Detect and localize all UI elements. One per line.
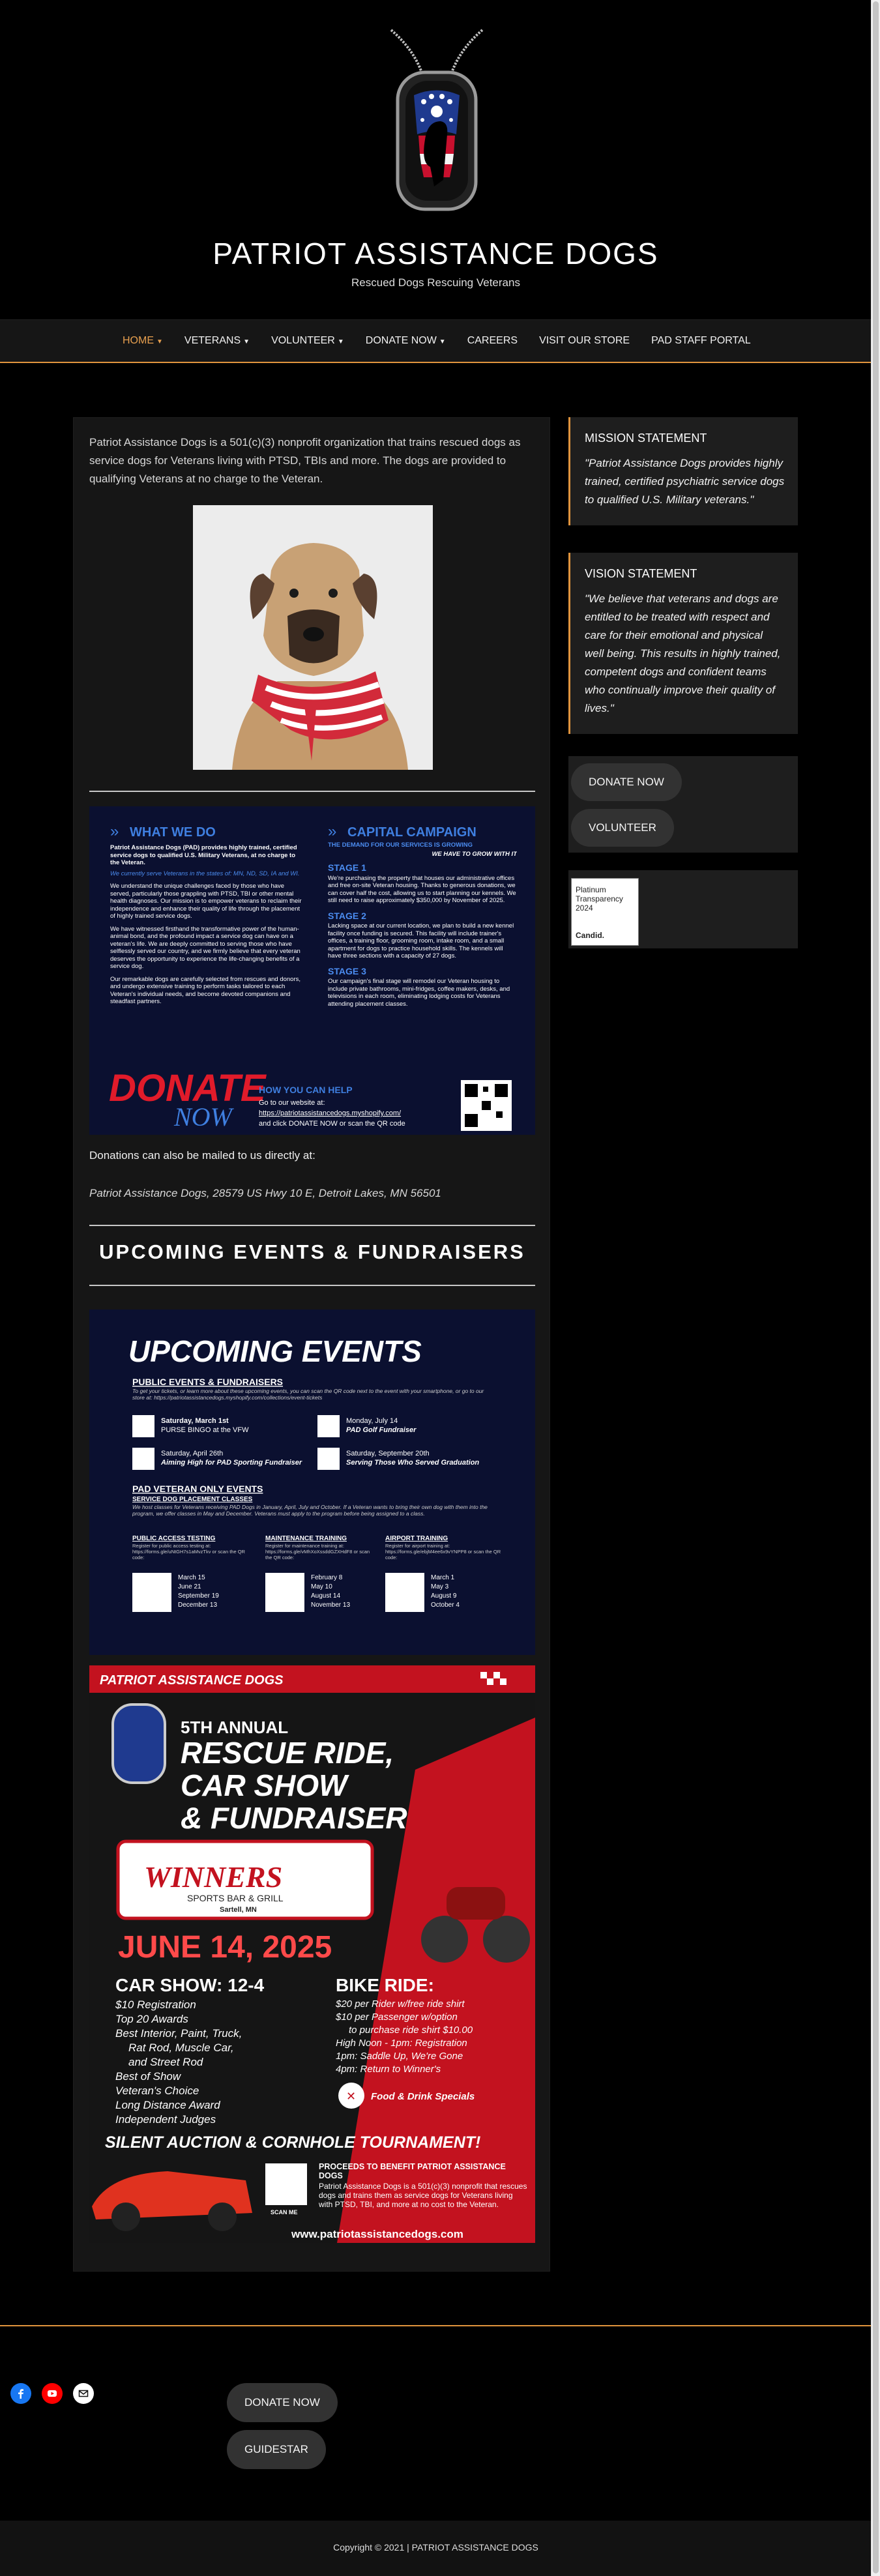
main-navigation <box>0 319 872 363</box>
svg-text:»: » <box>110 823 119 840</box>
car-line: Rat Rod, Muscle Car, <box>128 2042 234 2054</box>
flyer3-venue-sub: SPORTS BAR & GRILL <box>187 1893 284 1903</box>
copyright-text: Copyright © 2021 | PATRIOT ASSISTANCE DOGS <box>333 2542 538 2553</box>
rescue-ride-flyer <box>89 1665 535 2243</box>
col1-title: PUBLIC ACCESS TESTING <box>132 1535 216 1542</box>
nav-item-careers[interactable] <box>467 335 518 347</box>
nav-label: VOLUNTEER <box>271 335 335 346</box>
sidebar-donate-button[interactable]: DONATE NOW <box>571 763 682 801</box>
scrollbar-thumb[interactable] <box>873 1 879 2573</box>
nav-label: HOME <box>123 335 154 346</box>
col1-date: March 15 <box>178 1574 205 1581</box>
chevron-down-icon: ▼ <box>337 338 344 345</box>
flyer1-lead: Patriot Assistance Dogs (PAD) provides highly trained, certified service dogs to qualified U.S. Military Veterans, at no charge to the Veteran. <box>110 844 297 866</box>
svg-text:»: » <box>328 823 337 840</box>
flyer2-title: UPCOMING EVENTS <box>128 1334 422 1368</box>
nav-item-volunteer[interactable] <box>271 335 344 347</box>
flyer3-proceeds: Patriot Assistance Dogs is a 501(c)(3) nonprofit that rescues dogs and trains them as service dogs for Veterans living with PTSD, TBI, and more at no cost to the Veteran. <box>319 2182 527 2209</box>
flyer3-date: JUNE 14, 2025 <box>118 1930 332 1965</box>
flyer3-food: Food & Drink Specials <box>371 2091 475 2102</box>
flyer2-public-note: To get your tickets, or learn more about these upcoming events, you can scan the QR code next to the event with your smartphone, or go to our store at: https://patriotassistancedogs.myshopify.com/collections/event-tickets <box>132 1388 484 1401</box>
mailing-address: Patriot Assistance Dogs, 28579 US Hwy 10 E, Detroit Lakes, MN 56501 <box>89 1187 441 1199</box>
car-line: Long Distance Award <box>115 2099 220 2111</box>
car-line: and Street Rod <box>128 2056 203 2068</box>
site-header <box>0 0 872 319</box>
footer-divider <box>0 2325 872 2326</box>
footer-donate-button[interactable]: DONATE NOW <box>227 2383 338 2422</box>
flyer1-p1: We understand the unique challenges faced by those who have served, particularly those grappling with PTSD, TBI or other mental health diagnoses. Our mission is to empower veterans to reclaim their independence and enhance their quality of life through the placement of highly trained service dogs. <box>110 883 302 920</box>
flyer1-help-1: Go to our website at: <box>259 1099 325 1107</box>
nav-label: CAREERS <box>467 335 518 346</box>
col2-date: May 10 <box>311 1583 332 1590</box>
flyer3-line1: RESCUE RIDE, <box>181 1736 394 1770</box>
car-line: Independent Judges <box>115 2113 216 2126</box>
guidestar-button[interactable]: GUIDESTAR <box>227 2430 326 2469</box>
flyer3-scan: SCAN ME <box>271 2209 298 2216</box>
flyer3-car-title: CAR SHOW: 12-4 <box>115 1975 265 1995</box>
col2-date: August 14 <box>311 1592 341 1600</box>
flyer1-help-title: HOW YOU CAN HELP <box>259 1085 353 1095</box>
bike-line: $20 per Rider w/free ride shirt <box>336 1998 465 2010</box>
chevron-down-icon: ▼ <box>439 338 446 345</box>
col2-date: February 8 <box>311 1574 343 1581</box>
flyer1-states: We currently serve Veterans in the states of: MN, ND, SD, IA and WI. <box>110 870 300 877</box>
flyer2-vet-note: We host classes for Veterans receiving PAD Dogs in January, April, July and October. If a Veteran wants to bring their own dog with them into the program, we offer classes in May and December. Veterans must apply to the program before being assigned to a class. <box>132 1504 488 1517</box>
mission-title: MISSION STATEMENT <box>585 432 707 445</box>
divider <box>89 1285 535 1286</box>
nav-item-home[interactable] <box>123 335 163 347</box>
copyright-bar <box>0 2521 872 2576</box>
flyer1-p2: We have witnessed firsthand the transformative power of the human-animal bond, and the profound impact a service dog can have on a veteran's life. We are deeply committed to serving those who have selflessly served our country, and we firmly believe that every veteran deserves the opportunity to experience the life-changing benefits of a service dog. <box>110 925 301 970</box>
candid-transparency-badge[interactable] <box>571 878 639 946</box>
event-3-name: Aiming High for PAD Sporting Fundraiser <box>161 1459 302 1467</box>
event-4-name: Serving Those Who Served Graduation <box>346 1459 480 1467</box>
dog-tag-logo[interactable] <box>378 23 495 212</box>
vision-text: "We believe that veterans and dogs are entitled to be treated with respect and care for their emotional and physical well being. This results in highly trained, competent dogs and confident teams who continually improve their quality of lives." <box>585 593 781 714</box>
mission-widget <box>568 417 798 525</box>
nav-label: VETERANS <box>184 335 241 346</box>
flyer2-vet-title: PAD VETERAN ONLY EVENTS <box>132 1484 263 1494</box>
mission-text: "Patriot Assistance Dogs provides highly trained, certified psychiatric service dogs to qualified U.S. Military veterans." <box>585 457 785 506</box>
flyer3-proceeds-title: PROCEEDS TO BENEFIT PATRIOT ASSISTANCE DOGS <box>319 2162 506 2180</box>
col1-date: September 19 <box>178 1592 219 1600</box>
now-word: NOW <box>174 1102 232 1132</box>
col1-note: Register for public access testing at: https://forms.gle/uNtGH7s1aMvzTkv or scan the QR code: <box>132 1543 245 1560</box>
col2-note: Register for maintenance training at: https://forms.gle/vMhXoXssddGZXHdF8 or scan the QR code: <box>265 1543 370 1560</box>
flyer1-stage1-title: STAGE 1 <box>328 862 366 873</box>
badge-line: 2024 <box>576 903 593 913</box>
flyer1-stage2: Lacking space at our current location, we plan to build a new kennel facility once funding is secured. This facility will include trainer's offices, a training floor, grooming room, intake room, and a small apartment for dogs to practice household skills. The kennels will have three sections with a capacity of 27 dogs. <box>328 922 514 959</box>
events-heading: UPCOMING EVENTS & FUNDRAISERS <box>99 1240 525 1263</box>
badge-line: Platinum <box>576 885 606 894</box>
youtube-icon[interactable] <box>42 2383 63 2404</box>
badge-line: Transparency <box>576 894 623 903</box>
scrollbar[interactable] <box>871 0 880 2576</box>
flyer1-help-2: and click DONATE NOW or scan the QR code <box>259 1120 405 1128</box>
flyer3-org: PATRIOT ASSISTANCE DOGS <box>100 1673 284 1688</box>
vision-title: VISION STATEMENT <box>585 567 697 580</box>
intro-paragraph: Patriot Assistance Dogs is a 501(c)(3) nonprofit organization that trains rescued dogs as service dogs for Veterans living with PTSD, TBIs and more. The dogs are provided to qualifying Veterans at no charge to the Veteran. <box>89 436 521 485</box>
badge-text <box>576 885 623 913</box>
flyer1-p3: Our remarkable dogs are carefully selected from rescues and donors, and undergo extensive training to perform tasks tailored to each Veteran's individual needs, and become devoted companions and steadfast partners. <box>110 975 301 1005</box>
svg-text:✕: ✕ <box>346 2090 357 2103</box>
bike-line: 4pm: Return to Winner's <box>336 2064 441 2075</box>
qr-code <box>461 1080 512 1131</box>
flyer1-stage1: We're purchasing the property that houses our administrative offices and free on-site Veteran housing. Thanks to generous donations, we can cover half the cost, allowing us to start planning our kennels. We still need to raise approximately $350,000 by November of 2025. <box>328 874 516 904</box>
flyer3-auction: SILENT AUCTION & CORNHOLE TOURNAMENT! <box>105 2133 481 2152</box>
bike-line: to purchase ride shirt $10.00 <box>349 2025 473 2036</box>
col1-date: June 21 <box>178 1583 201 1590</box>
car-line: $10 Registration <box>115 1998 196 2011</box>
flyer1-right-sub: THE DEMAND FOR OUR SERVICES IS GROWING <box>328 842 473 849</box>
bike-line: $10 per Passenger w/option <box>336 2012 458 2023</box>
flyer3-venue-city: Sartell, MN <box>220 1906 257 1914</box>
facebook-icon[interactable] <box>10 2383 31 2404</box>
car-line: Top 20 Awards <box>115 2013 188 2025</box>
nav-menu <box>123 320 772 362</box>
bike-line: High Noon - 1pm: Registration <box>336 2038 467 2049</box>
car-line: Best of Show <box>115 2070 181 2083</box>
event-1-name: PURSE BINGO at the VFW <box>161 1426 249 1434</box>
sidebar-buttons <box>568 756 798 853</box>
col3-title: AIRPORT TRAINING <box>385 1535 448 1542</box>
chevron-down-icon: ▼ <box>156 338 163 345</box>
flyer1-stage3-title: STAGE 3 <box>328 965 366 976</box>
col3-date: October 4 <box>431 1602 460 1609</box>
divider <box>89 791 535 792</box>
event-2-name: PAD Golf Fundraiser <box>346 1426 417 1434</box>
donate-mail-text: Donations can also be mailed to us directly at: <box>89 1149 315 1162</box>
nav-label: VISIT OUR STORE <box>539 335 630 346</box>
nav-item-store[interactable] <box>539 335 630 347</box>
vision-widget <box>568 553 798 734</box>
flyer1-right-title: CAPITAL CAMPAIGN <box>347 825 477 840</box>
event-3-date: Saturday, April 26th <box>161 1450 224 1457</box>
flyer3-website: www.patriotassistancedogs.com <box>291 2228 463 2240</box>
car-line: Veteran's Choice <box>115 2085 199 2097</box>
flyer3-venue: WINNERS <box>144 1860 283 1894</box>
site-title[interactable]: PATRIOT ASSISTANCE DOGS <box>213 237 659 271</box>
flyer2-vet-sub: SERVICE DOG PLACEMENT CLASSES <box>132 1496 253 1503</box>
donate-word: DONATE <box>109 1067 266 1109</box>
flyer3-line3: & FUNDRAISER <box>181 1801 407 1835</box>
main-content <box>73 417 550 2272</box>
nav-label: DONATE NOW <box>365 335 437 346</box>
bike-line: 1pm: Saddle Up, We're Gone <box>336 2051 463 2062</box>
event-4-date: Saturday, September 20th <box>346 1450 430 1457</box>
flyer1-help-url: https://patriotassistancedogs.myshopify.com/ <box>259 1109 402 1117</box>
divider <box>89 1225 535 1226</box>
site-tagline: Rescued Dogs Rescuing Veterans <box>351 276 520 289</box>
col2-date: November 13 <box>311 1602 351 1609</box>
flyer1-right-sub2: WE HAVE TO GROW WITH IT <box>432 850 517 858</box>
col3-date: August 9 <box>431 1592 457 1600</box>
flyer2-public-title: PUBLIC EVENTS & FUNDRAISERS <box>132 1377 284 1387</box>
badge-brand: Candid. <box>576 931 604 940</box>
col3-note: Register for airport training at: https://forms.gle/ebjM4ee6x9vYNPP8 or scan the QR code: <box>385 1543 501 1560</box>
col2-title: MAINTENANCE TRAINING <box>265 1535 347 1542</box>
nav-item-donate-now[interactable] <box>366 335 446 347</box>
flyer1-stage3: Our campaign's final stage will remodel our Veteran housing to include private bathrooms, mini-fridges, coffee makers, desks, and televisions in each room, eliminating lodging costs for Veterans attending placement classes. <box>328 978 510 1008</box>
flyer1-left-title: WHAT WE DO <box>130 825 216 840</box>
flyer3-line2: CAR SHOW <box>181 1768 347 1802</box>
col3-date: March 1 <box>431 1574 455 1581</box>
flyer1-stage2-title: STAGE 2 <box>328 910 366 921</box>
mail-icon[interactable] <box>73 2383 94 2404</box>
event-1-date: Saturday, March 1st <box>161 1417 229 1425</box>
event-2-date: Monday, July 14 <box>346 1417 398 1425</box>
nav-label: PAD STAFF PORTAL <box>651 335 751 346</box>
col3-date: May 3 <box>431 1583 449 1590</box>
col1-date: December 13 <box>178 1602 218 1609</box>
flyer3-bike-title: BIKE RIDE: <box>336 1975 434 1995</box>
nav-item-staff-portal[interactable] <box>651 335 751 347</box>
what-we-do-flyer <box>89 806 535 1135</box>
car-line: Best Interior, Paint, Truck, <box>115 2027 242 2040</box>
nav-item-veterans[interactable] <box>184 335 250 347</box>
dog-photo <box>193 505 433 770</box>
upcoming-events-flyer <box>89 1310 535 1655</box>
transparency-widget <box>568 870 798 948</box>
chevron-down-icon: ▼ <box>243 338 250 345</box>
flyer3-annual: 5TH ANNUAL <box>181 1718 289 1737</box>
sidebar-volunteer-button[interactable]: VOLUNTEER <box>571 809 674 847</box>
